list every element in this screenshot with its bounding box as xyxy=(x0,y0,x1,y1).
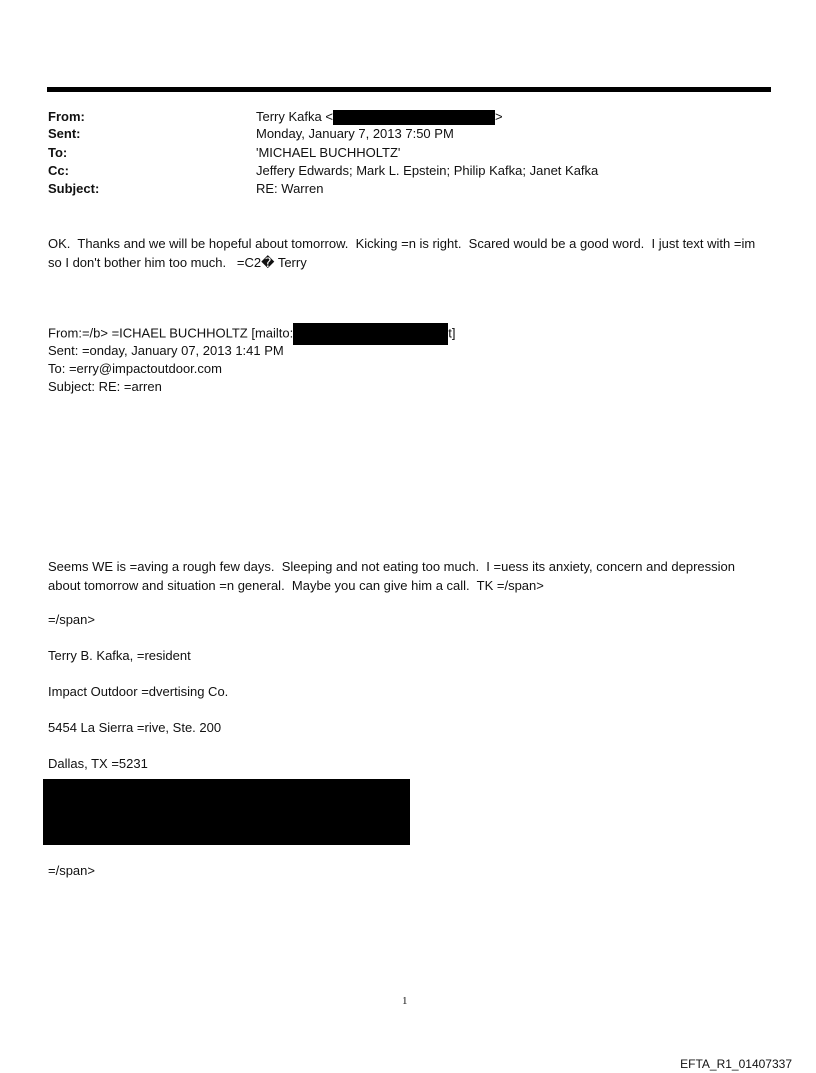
from-value xyxy=(256,108,503,125)
message-text: Seems WE is =aving a rough few days. Sleeping and not eating too much. I =uess its anxiety, concern and depression about tomorrow and situation =n general. Maybe you can give him a call. TK =/span> xyxy=(48,559,739,593)
header-rule xyxy=(47,87,771,92)
redaction-block xyxy=(43,779,410,845)
redaction-bar xyxy=(333,110,495,125)
sent-value: Monday, January 7, 2013 7:50 PM xyxy=(256,126,454,141)
from-name: Terry Kafka < xyxy=(256,109,333,124)
page-number: 1 xyxy=(402,995,408,1007)
sent-label: Sent: xyxy=(48,126,81,141)
cc-value: Jeffery Edwards; Mark L. Epstein; Philip Kafka; Janet Kafka xyxy=(256,163,599,178)
signature-name: Terry B. Kafka, =resident xyxy=(48,648,191,663)
quoted-subject-line: Subject: RE: =arren xyxy=(48,379,162,394)
document-id: EFTA_R1_01407337 xyxy=(680,1057,792,1071)
signature-city: Dallas, TX =5231 xyxy=(48,756,148,771)
redaction-bar xyxy=(293,323,448,345)
cc-label: Cc: xyxy=(48,163,69,178)
quoted-sent-line: Sent: =onday, January 07, 2013 1:41 PM xyxy=(48,343,284,358)
subject-value: RE: Warren xyxy=(256,181,324,196)
reply-text: OK. Thanks and we will be hopeful about tomorrow. Kicking =n is right. Scared would be a good word. I just text with =im so I don't bother him too much. =C2� Terry xyxy=(48,236,759,270)
span-close-2: =/span> xyxy=(48,863,95,878)
to-label: To: xyxy=(48,145,68,160)
signature-company: Impact Outdoor =dvertising Co. xyxy=(48,684,229,699)
from-value-end: > xyxy=(494,109,503,124)
quoted-to-line: To: =erry@impactoutdoor.com xyxy=(48,361,222,376)
quoted-from-end: t] xyxy=(448,325,456,341)
span-close-1: =/span> xyxy=(48,612,95,627)
quoted-from-text: From:=/b> =ICHAEL BUCHHOLTZ [mailto: xyxy=(48,325,294,341)
to-value: 'MICHAEL BUCHHOLTZ' xyxy=(256,145,401,160)
subject-label: Subject: xyxy=(48,181,100,196)
from-label: From: xyxy=(48,109,85,124)
signature-address: 5454 La Sierra =rive, Ste. 200 xyxy=(48,720,222,735)
